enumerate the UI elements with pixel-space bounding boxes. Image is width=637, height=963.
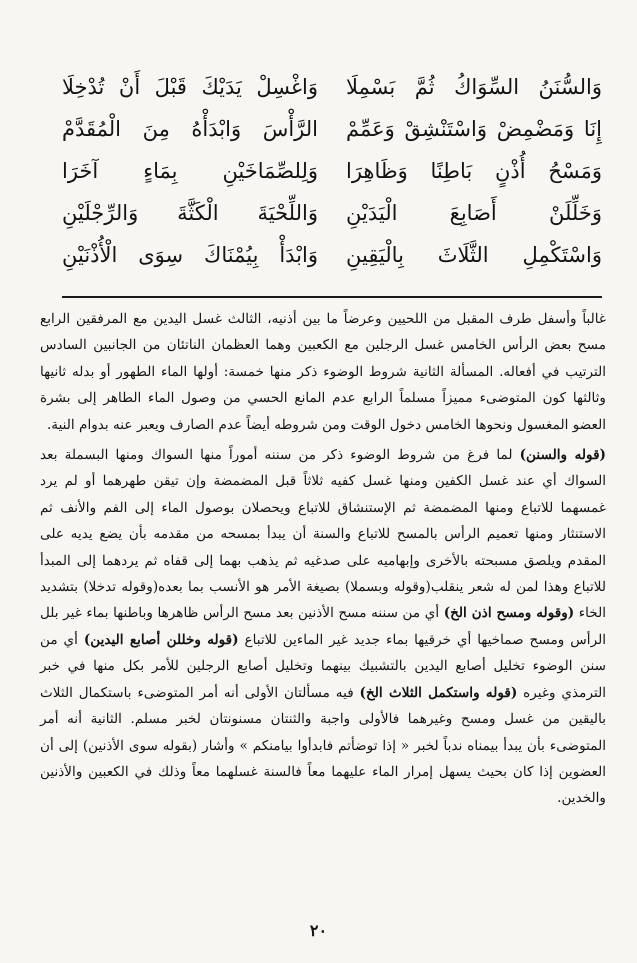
commentary-paragraph	[40, 442, 606, 812]
quoted-lemma: (قوله والسنن)	[519, 447, 606, 464]
verse-line	[62, 150, 602, 192]
verse-hemistich-right: وَخَلِّلَنْ أَصَابِعَ الْيَدَيْنِ	[346, 201, 602, 225]
verse-hemistich-left: وَاللِّحْيَةَ الْكَثَّةَ وَالرِّجْلَيْنِ	[62, 201, 318, 225]
page-number: ٢٠	[309, 921, 328, 940]
verse-line	[62, 234, 602, 276]
verse-line	[62, 192, 602, 234]
quoted-lemma: (وقوله وبسملا)	[344, 579, 431, 596]
verse-hemistich-right: وَمَسْحُ أُذْنٍ بَاطِنًا وَظَاهِرَا	[346, 159, 602, 183]
verse-hemistich-left: الرَّأْسَ وَابْدَأْهُ مِنَ الْمُقَدَّمْ	[62, 117, 318, 141]
quoted-lemma: (وقوله تدخلا)	[83, 579, 159, 596]
commentary-run: أي من سنن الوضوء تخليل أصابع اليدين بالتشبيك بينهما وتخليل أصابع الرجلين للأمر بكل منها في خبر الترمذي وغيره	[40, 631, 606, 701]
verse-hemistich-right: وَاسْتَكْمِلِ الثَّلَاثَ بِالْيَقِينِ	[346, 243, 602, 267]
verse-line	[62, 66, 602, 108]
quoted-lemma: (قوله واستكمل الثلاث الخ)	[359, 684, 518, 701]
separator-rule	[62, 296, 602, 298]
verse-hemistich-right: إِنَا وَمَضْمِضْ وَاسْتَنْشِقْ وَعَمِّمْ	[346, 117, 602, 141]
verse-line	[62, 108, 602, 150]
commentary-run: بتشديد الخاء	[40, 579, 606, 622]
verse-block	[62, 66, 602, 284]
verse-hemistich-left: وَلِلصِّمَاخَيْنِ بِمَاءٍ آخَرَا	[62, 159, 318, 183]
commentary-run: بصيغة الأمر هو الأنسب بما بعده	[158, 579, 345, 596]
verse-hemistich-right: وَالسُّنَنُ السِّوَاكُ ثُمَّ بَسْمِلَا	[346, 75, 602, 99]
commentary-paragraph: غالباً وأسفل طرف المقبل من اللحيين وعرضاً ما بين أذنيه، الثالث غسل اليدين مع المرفقين الرابع مسح بعض الرأس الخامس غسل الرجلين مع الكعبين وهما العظمان الناتئان من الجانبين السادس الترتيب في أفعاله. المسألة الثانية شروط الوضوء ذكر منها خمسة: أولها الماء الطهور أو بدله ثانيها وثالثها كون المتوضىء مميزاً مسلماً الرابع عدم المانع الحسي من وصول الماء الطاهر إلى بشرة العضو المغسول ونحوها الخامس دخول الوقت ومن شروطه أيضاً عدم الصارف ويعبر عنه بدوام النية.	[40, 311, 606, 433]
commentary-run: فيه مسألتان الأولى أنه أمر المتوضىء باستكمال الثلاث باليقين من غسل ومسح وغيرهما فالأولى واجبة والثنتان مسنونتان لخبر مسلم. الثانية أنه أمر المتوضىء بأن يبدأ بيمناه ندباً لخبر « إذا توضأتم فابدأوا بيامنكم » وأشار	[40, 684, 606, 754]
verse-hemistich-left: وَابْدَأْ بِيُمْنَاكَ سِوَى الْأُذْنَيْنِ	[62, 243, 318, 267]
quoted-lemma: (قوله وخللن أصابع اليدين)	[83, 631, 239, 648]
commentary-run: لما فرغ من شروط الوضوء ذكر من سننه أموراً منها السواك ومنها البسملة بعد السواك أي عند غسل الكفين ومنها غسل كفيه ثلاثاً قبل المضمضة وإن تيقن طهرهما أو لم يرد غمسهما للاتباع ومنها المضمضة ثم الإستنشاق للاتباع ويحصلان بوصول الماء إلى الفم والأنف ثم الاستنثار ومنها تعميم الرأس بالمسح للاتباع والسنة أن يبدأ بمسحه من مقدمه بأن يضع يديه على المقدم ويلصق مسبحته بالأخرى وإبهاميه على صدغيه ثم يذهب بهما إلى قفاه ثم يردهما إلى المبدأ للاتباع وهذا لمن له شعر ينقلب	[40, 447, 607, 596]
commentary-text	[40, 306, 606, 812]
quoted-lemma: (بقوله سوى الأذنين)	[82, 737, 198, 754]
verse-hemistich-left: وَاغْسِلْ يَدَيْكَ قَبْلَ أَنْ تُدْخِلَا	[62, 75, 318, 99]
commentary-run: أي من سننه مسح الأذنين بعد مسح الرأس ظاهرها وباطنها بماء غير بلل الرأس ومسح صماخيها أي خرقيها بماء جديد غير الماءين للاتباع	[40, 605, 606, 648]
quoted-lemma: (وقوله ومسح اذن الخ)	[443, 605, 575, 622]
commentary-run: إلى أن العضوين إذا كان بحيث يسهل إمرار الماء عليهما معاً فالسنة غسلهما معاً وذلك في الكعبين والأذنين والخدين.	[40, 737, 606, 807]
